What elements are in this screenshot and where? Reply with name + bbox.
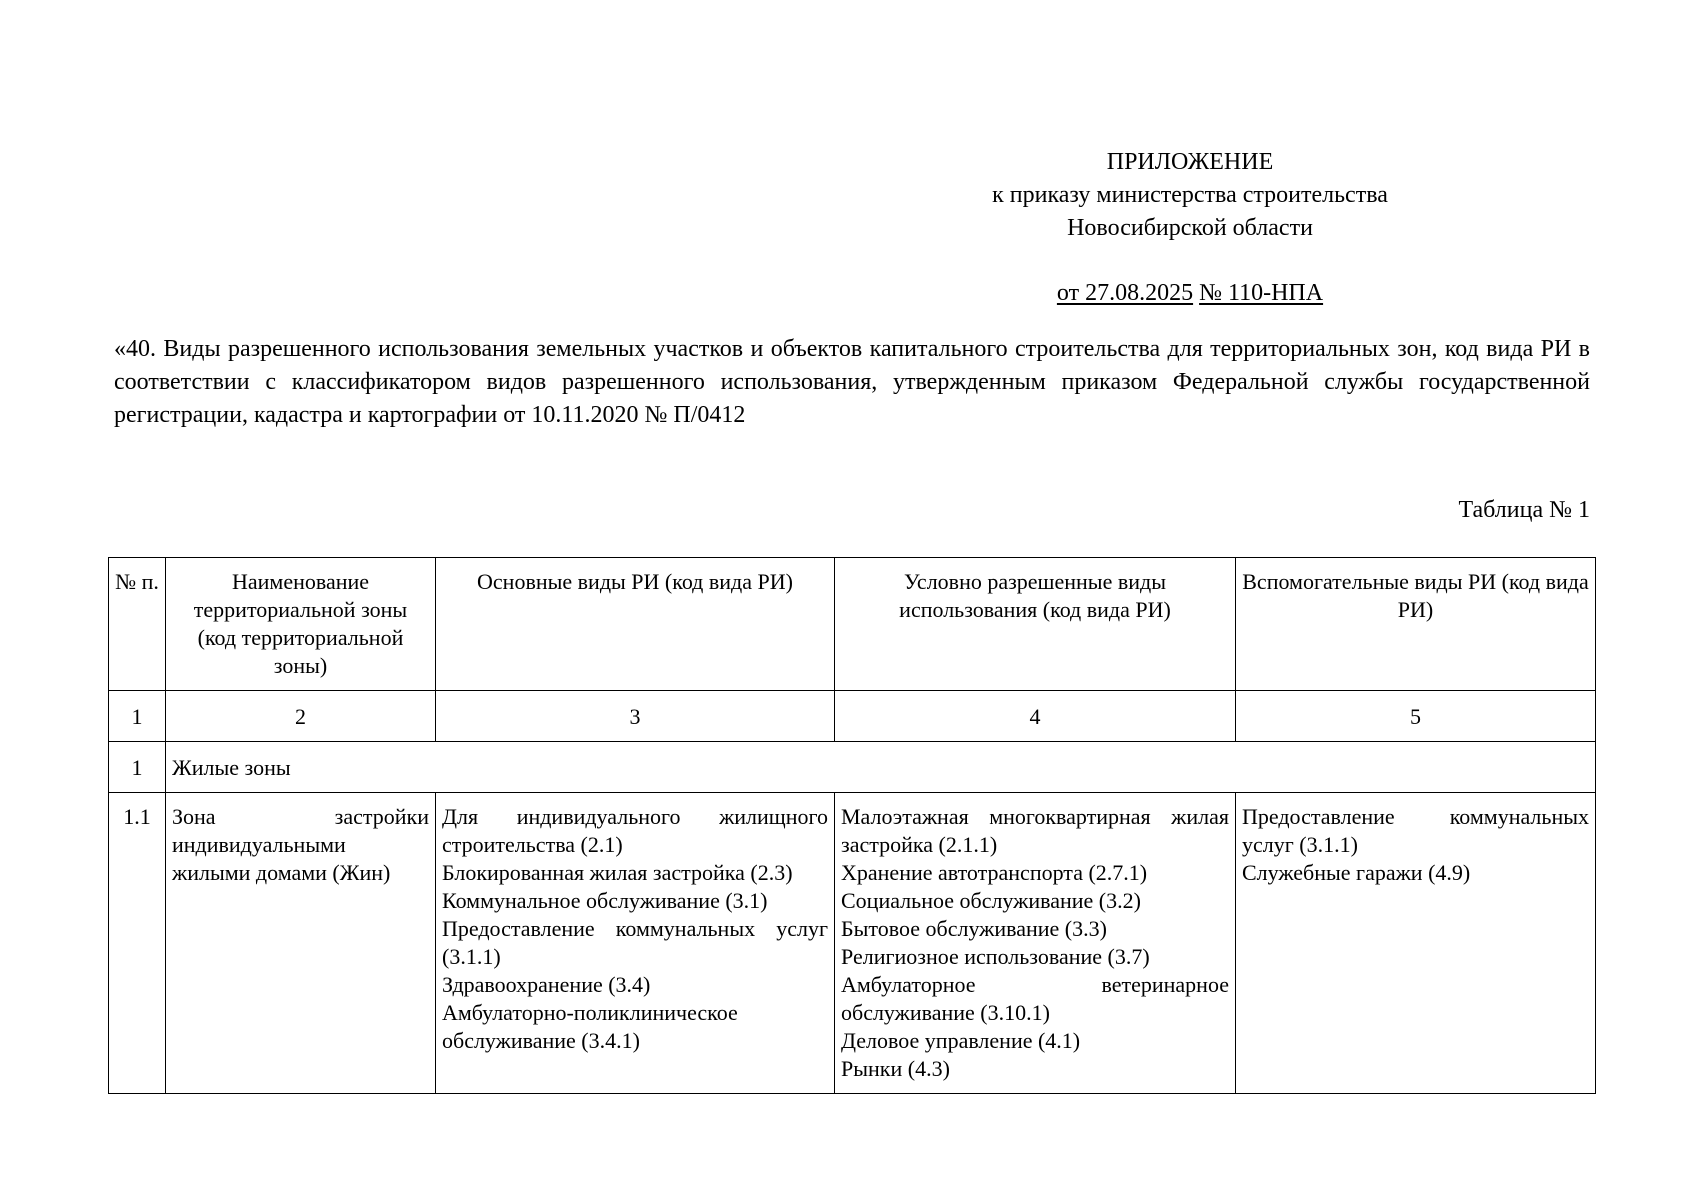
header-main-uses: Основные виды РИ (код вида РИ) (436, 558, 835, 691)
main-use-item: Предоставление коммунальных услуг (3.1.1) (442, 916, 828, 969)
section-row (109, 742, 1596, 793)
header-auxiliary-uses: Вспомогательные виды РИ (код вида РИ) (1236, 558, 1596, 691)
zone-name: Зона застройки индивидуальными жилыми домами (Жин) (166, 793, 436, 1094)
conditional-use-item: Хранение автотранспорта (2.7.1) (841, 860, 1148, 885)
table-row (109, 793, 1596, 1094)
main-use-item: Коммунальное обслуживание (3.1) (442, 888, 768, 913)
main-use-item: Для индивидуального жилищного строительства (2.1) (442, 804, 828, 857)
row-num: 1.1 (109, 793, 166, 1094)
appendix-line-2: Новосибирской области (1067, 215, 1313, 241)
header-conditional-uses: Условно разрешенные виды использования (код вида РИ) (835, 558, 1236, 691)
auxiliary-use-item: Предоставление коммунальных услуг (3.1.1) (1242, 804, 1589, 857)
header-zone-name: Наименование территориальной зоны (код территориальной зоны) (166, 558, 436, 691)
conditional-use-item: Религиозное использование (3.7) (841, 944, 1150, 969)
order-date: от 27.08.2025 (1056, 280, 1194, 306)
column-number: 5 (1236, 691, 1596, 742)
conditional-use-item: Деловое управление (4.1) (841, 1028, 1081, 1053)
section-title: Жилые зоны (166, 742, 1596, 793)
header-num: № п. (109, 558, 166, 691)
table-caption: Таблица № 1 (1458, 497, 1590, 523)
appendix-title: ПРИЛОЖЕНИЕ (1106, 149, 1274, 175)
main-use-item: Амбулаторно-поликлиническое обслуживание (3.4.1) (442, 1000, 738, 1053)
appendix-line-1: к приказу министерства строительства (992, 182, 1388, 208)
main-uses-cell (436, 793, 835, 1094)
conditional-use-item: Социальное обслуживание (3.2) (841, 888, 1141, 913)
column-numbers-row (109, 691, 1596, 742)
conditional-use-item: Малоэтажная многоквартирная жилая застройка (2.1.1) (841, 804, 1229, 857)
order-reference (960, 277, 1420, 310)
auxiliary-uses-cell (1236, 793, 1596, 1094)
order-number: № 110-НПА (1199, 280, 1324, 306)
auxiliary-use-item: Служебные гаражи (4.9) (1242, 860, 1471, 885)
conditional-use-item: Бытовое обслуживание (3.3) (841, 916, 1107, 941)
section-heading: «40. Виды разрешенного использования земельных участков и объектов капитального строительства для территориальных зон, код вида РИ в соответствии с классификатором видов разрешенного использования, утвержденным приказом Федеральной службы государственной регистрации, кадастра и картографии от 10.11.2020 № П/0412 (114, 336, 1590, 428)
conditional-uses-cell (835, 793, 1236, 1094)
column-number: 2 (166, 691, 436, 742)
conditional-use-item: Рынки (4.3) (841, 1056, 950, 1081)
column-number: 4 (835, 691, 1236, 742)
appendix-block (960, 146, 1420, 310)
column-number: 3 (436, 691, 835, 742)
section-num: 1 (109, 742, 166, 793)
main-use-item: Блокированная жилая застройка (2.3) (442, 860, 793, 885)
table-header-row (109, 558, 1596, 691)
main-use-item: Здравоохранение (3.4) (442, 972, 651, 997)
conditional-use-item: Амбулаторное ветеринарное обслуживание (3.10.1) (841, 972, 1229, 1025)
column-number: 1 (109, 691, 166, 742)
zones-table (108, 557, 1596, 1094)
